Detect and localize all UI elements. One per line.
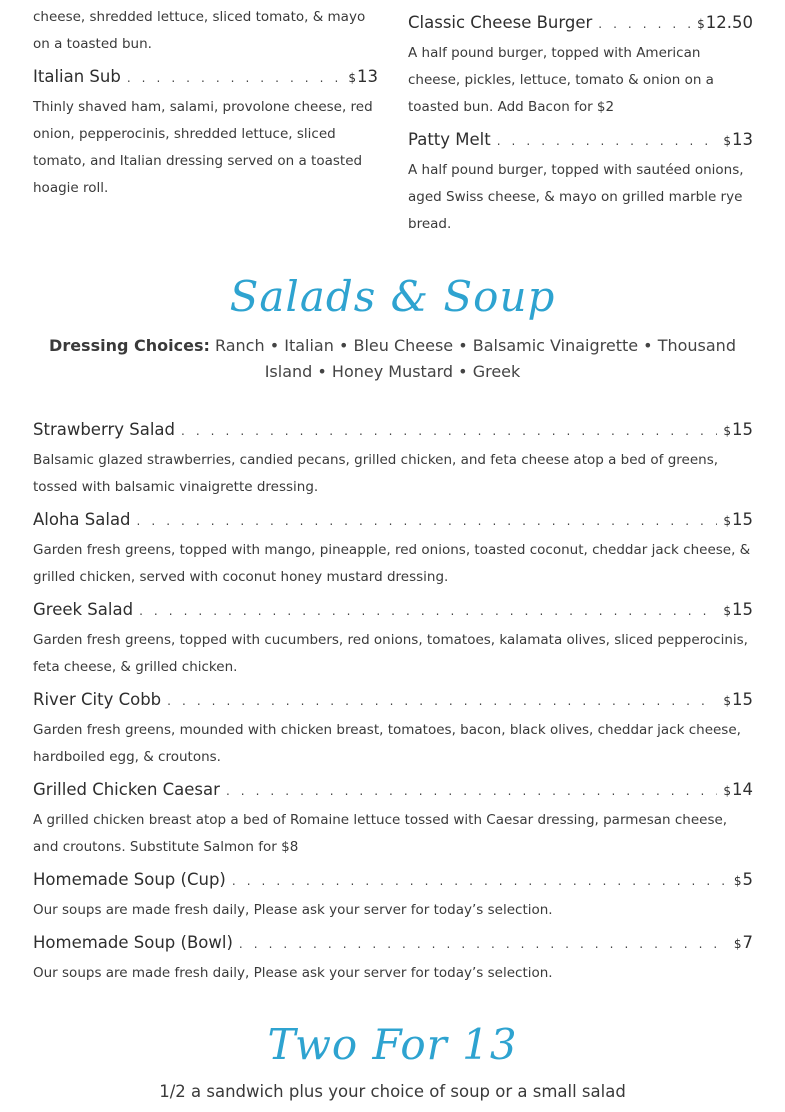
item-header	[33, 780, 753, 807]
item-description: Thinly shaved ham, salami, provolone cheese, red onion, pepperocinis, shredded lettuce, sliced tomato, and Italian dressing served on a toasted hoagie roll.	[33, 99, 373, 196]
dot-leader	[232, 874, 728, 888]
dressing-label: Dressing Choices:	[49, 336, 210, 355]
currency-symbol: $	[697, 17, 705, 31]
dot-leader	[139, 604, 717, 618]
menu-item-strawberry-salad	[33, 420, 753, 501]
currency-symbol: $	[733, 874, 742, 888]
menu-item-river-city-cobb	[33, 690, 753, 771]
currency-symbol: $	[733, 937, 742, 951]
item-header	[33, 870, 753, 897]
item-name: Greek Salad	[33, 600, 134, 619]
dot-leader	[181, 424, 717, 438]
item-price	[734, 870, 753, 889]
currency-symbol: $	[723, 694, 731, 708]
item-header	[33, 420, 753, 447]
price-value: 15	[732, 600, 753, 619]
item-description: Garden fresh greens, topped with cucumbers, red onions, tomatoes, kalamata olives, sliced pepperocinis, feta cheese, & grilled chicken.	[33, 632, 748, 675]
dot-leader	[497, 134, 718, 148]
item-description: A half pound burger, topped with sautéed onions, aged Swiss cheese, & mayo on grilled marble rye bread.	[408, 162, 744, 232]
item-description: cheese, shredded lettuce, sliced tomato, & mayo on a toasted bun.	[33, 9, 366, 52]
menu-item-classic-cheese-burger	[408, 13, 753, 121]
item-price	[348, 67, 378, 86]
left-menu-column	[33, 4, 378, 211]
dot-leader	[127, 71, 343, 85]
right-menu-column	[408, 13, 753, 247]
price-value: 15	[732, 420, 753, 439]
item-price	[723, 600, 753, 619]
price-value: 13	[357, 67, 378, 86]
item-header	[33, 67, 378, 94]
item-price	[734, 933, 753, 952]
item-description: Garden fresh greens, topped with mango, pineapple, red onions, toasted coconut, cheddar jack cheese, & grilled chicken, served with coconut honey mustard dressing.	[33, 542, 751, 585]
item-header	[33, 933, 753, 960]
item-name: Homemade Soup (Bowl)	[33, 933, 233, 952]
item-price	[697, 13, 753, 32]
currency-symbol: $	[723, 604, 731, 618]
item-name: Homemade Soup (Cup)	[33, 870, 226, 889]
item-name: Patty Melt	[408, 130, 491, 149]
item-header	[33, 690, 753, 717]
item-description: Our soups are made fresh daily, Please ask your server for today’s selection.	[33, 965, 553, 981]
dot-leader	[239, 937, 728, 951]
item-price	[723, 130, 753, 149]
currency-symbol: $	[723, 784, 731, 798]
menu-item-patty-melt	[408, 130, 753, 238]
item-price	[723, 690, 753, 709]
item-name: Italian Sub	[33, 67, 121, 86]
item-price	[723, 510, 753, 529]
currency-symbol: $	[723, 424, 731, 438]
item-name: Aloha Salad	[33, 510, 131, 529]
two-for-subtitle: 1/2 a sandwich plus your choice of soup or a small salad	[159, 1082, 626, 1101]
section-title-salads-soup: Salads & Soup	[229, 272, 556, 321]
price-value: 15	[732, 510, 753, 529]
dot-leader	[598, 17, 691, 31]
price-value: 13	[732, 130, 753, 149]
item-header	[33, 510, 753, 537]
item-description: Our soups are made fresh daily, Please ask your server for today’s selection.	[33, 902, 553, 918]
currency-symbol: $	[723, 134, 731, 148]
item-price	[723, 420, 753, 439]
dressing-list: Ranch • Italian • Bleu Cheese • Balsamic Vinaigrette • Thousand Island • Honey Mustard • Greek	[214, 336, 736, 381]
price-value: 12.50	[705, 13, 753, 32]
menu-item-grilled-chicken-caesar	[33, 780, 753, 861]
currency-symbol: $	[723, 514, 731, 528]
item-description: A half pound burger, topped with American cheese, pickles, lettuce, tomato & onion on a toasted bun. Add Bacon for $2	[408, 45, 714, 115]
menu-item-soup-cup	[33, 870, 753, 924]
item-name: Grilled Chicken Caesar	[33, 780, 220, 799]
dot-leader	[167, 694, 717, 708]
dot-leader	[137, 514, 718, 528]
item-name: River City Cobb	[33, 690, 162, 709]
price-value: 14	[732, 780, 753, 799]
price-value: 15	[732, 690, 753, 709]
price-value: 7	[742, 933, 753, 952]
menu-item-soup-bowl	[33, 933, 753, 987]
currency-symbol: $	[348, 71, 356, 85]
salads-list	[33, 420, 753, 996]
item-header	[408, 13, 753, 40]
item-name: Classic Cheese Burger	[408, 13, 593, 32]
item-price	[723, 780, 753, 799]
dressing-choices	[40, 333, 745, 385]
item-header	[408, 130, 753, 157]
menu-item-greek-salad	[33, 600, 753, 681]
dot-leader	[226, 784, 717, 798]
item-description: A grilled chicken breast atop a bed of Romaine lettuce tossed with Caesar dressing, parmesan cheese, and croutons. Substitute Salmon for $8	[33, 812, 728, 855]
menu-item-aloha-salad	[33, 510, 753, 591]
item-header	[33, 600, 753, 627]
item-name: Strawberry Salad	[33, 420, 175, 439]
price-value: 5	[742, 870, 753, 889]
item-description: Balsamic glazed strawberries, candied pecans, grilled chicken, and feta cheese atop a bed of greens, tossed with balsamic vinaigrette dressing.	[33, 452, 719, 495]
section-title-two-for: Two For 13	[267, 1020, 518, 1069]
item-description: Garden fresh greens, mounded with chicken breast, tomatoes, bacon, black olives, cheddar jack cheese, hardboiled egg, & croutons.	[33, 722, 741, 765]
menu-item-italian-sub	[33, 67, 378, 202]
